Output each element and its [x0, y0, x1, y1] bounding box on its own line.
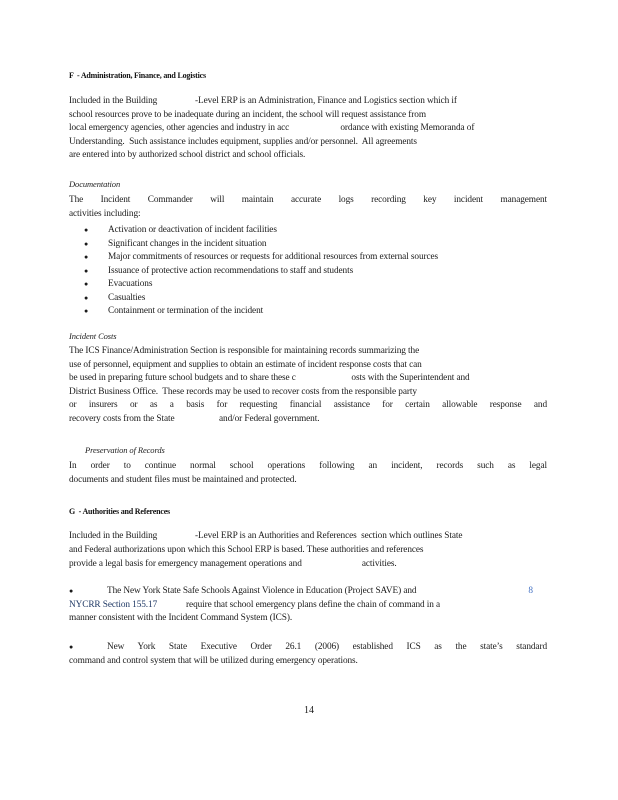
bullet-icon: ● — [69, 643, 74, 651]
bullet-icon: ● — [84, 280, 89, 288]
preservation-paragraph — [69, 460, 547, 487]
list-item — [69, 238, 547, 252]
list-item-text: Major commitments of resources or requests for additional resources from external sources — [108, 252, 439, 262]
section-g-intro — [69, 529, 547, 571]
list-item — [69, 251, 547, 265]
text-line: The Incident Commander will maintain accurate logs recording key incident management — [69, 195, 547, 205]
text-line: provide a legal basis for emergency management operations and activities. — [69, 559, 397, 569]
bullet-icon: ● — [84, 253, 89, 261]
text-line: Included in the Building -Level ERP is an Administration, Finance and Logistics section which if — [69, 96, 457, 106]
authorities-bullet-save — [69, 585, 547, 626]
text-segment: require that school emergency plans define the chain of command in a — [157, 599, 441, 610]
bullet-icon: ● — [84, 239, 89, 248]
incident-costs-paragraph — [69, 345, 547, 426]
text-line: The ICS Finance/Administration Section is responsible for maintaining records summarizing the — [69, 346, 420, 356]
list-item-text: Evacuations — [108, 279, 153, 289]
authorities-bullet-executive-order — [69, 641, 547, 668]
list-item-text: Issuance of protective action recommendations to staff and students — [108, 265, 354, 276]
list-item-text: New York State Executive Order 26.1 (2006) established ICS as the state’s standard — [107, 642, 547, 652]
text-line: recovery costs from the State and/or Federal government. — [69, 413, 320, 424]
list-item — [69, 292, 547, 306]
section-f-heading: F - Administration, Finance, and Logistics — [69, 71, 206, 80]
page-number: 14 — [304, 705, 314, 716]
nycrr-link[interactable]: NYCRR Section 155.17 — [69, 599, 158, 610]
list-item-text: Casualties — [108, 292, 146, 303]
documentation-heading: Documentation — [69, 179, 121, 189]
list-item — [69, 641, 547, 655]
documentation-paragraph — [69, 194, 547, 221]
list-item — [69, 265, 547, 279]
text-line: Included in the Building -Level ERP is an Authorities and References section which outlines State — [69, 531, 463, 541]
preservation-heading: Preservation of Records — [85, 445, 165, 455]
section-g-heading: G - Authorities and References — [69, 507, 170, 516]
incident-costs-heading: Incident Costs — [69, 331, 117, 341]
list-item — [69, 305, 547, 319]
list-item-text: The New York State Safe Schools Against Violence in Education (Project SAVE) and — [107, 586, 417, 596]
text-line: command and control system that will be utilized during emergency operations. — [69, 655, 358, 666]
list-item-text: Activation or deactivation of incident facilities — [108, 225, 277, 235]
text-line: be used in preparing future school budgets and to share these c osts with the Superintendent and — [69, 373, 470, 383]
text-line: In order to continue normal school operations following an incident, records such as legal — [69, 461, 547, 471]
text-line: and Federal authorizations upon which this School ERP is based. These authorities and references — [69, 545, 424, 555]
bullet-icon: ● — [84, 266, 89, 275]
bullet-icon: ● — [69, 587, 74, 595]
text-line: school resources prove to be inadequate during an incident, the school will request assistance from — [69, 109, 426, 120]
list-item-text: Significant changes in the incident situation — [108, 238, 267, 249]
text-line: documents and student files must be maintained and protected. — [69, 474, 297, 485]
text-line: or insurers or as a basis for requesting financial assistance for certain allowable response and — [69, 400, 547, 410]
list-item — [69, 585, 547, 599]
bullet-icon: ● — [84, 226, 89, 234]
section-f-intro — [69, 95, 547, 163]
bullet-icon: ● — [84, 307, 89, 315]
text-line — [69, 599, 547, 613]
text-line: manner consistent with the Incident Command System (ICS). — [69, 613, 293, 623]
documentation-bullet-list — [69, 224, 547, 319]
footnote-ref-8[interactable]: 8 — [528, 586, 533, 596]
text-line: Understanding. Such assistance includes equipment, supplies and/or personnel. All agreements — [69, 136, 417, 147]
bullet-icon: ● — [84, 293, 89, 302]
text-line: activities including: — [69, 208, 141, 219]
text-line: use of personnel, equipment and supplies to obtain an estimate of incident response costs that can — [69, 359, 422, 370]
list-item-text: Containment or termination of the incident — [108, 306, 264, 316]
list-item — [69, 224, 547, 238]
text-line: District Business Office. These records may be used to recover costs from the responsible party — [69, 386, 417, 397]
text-line: are entered into by authorized school district and school officials. — [69, 150, 306, 160]
text-line: local emergency agencies, other agencies and industry in acc ordance with existing Memoranda of — [69, 123, 475, 133]
list-item — [69, 278, 547, 292]
